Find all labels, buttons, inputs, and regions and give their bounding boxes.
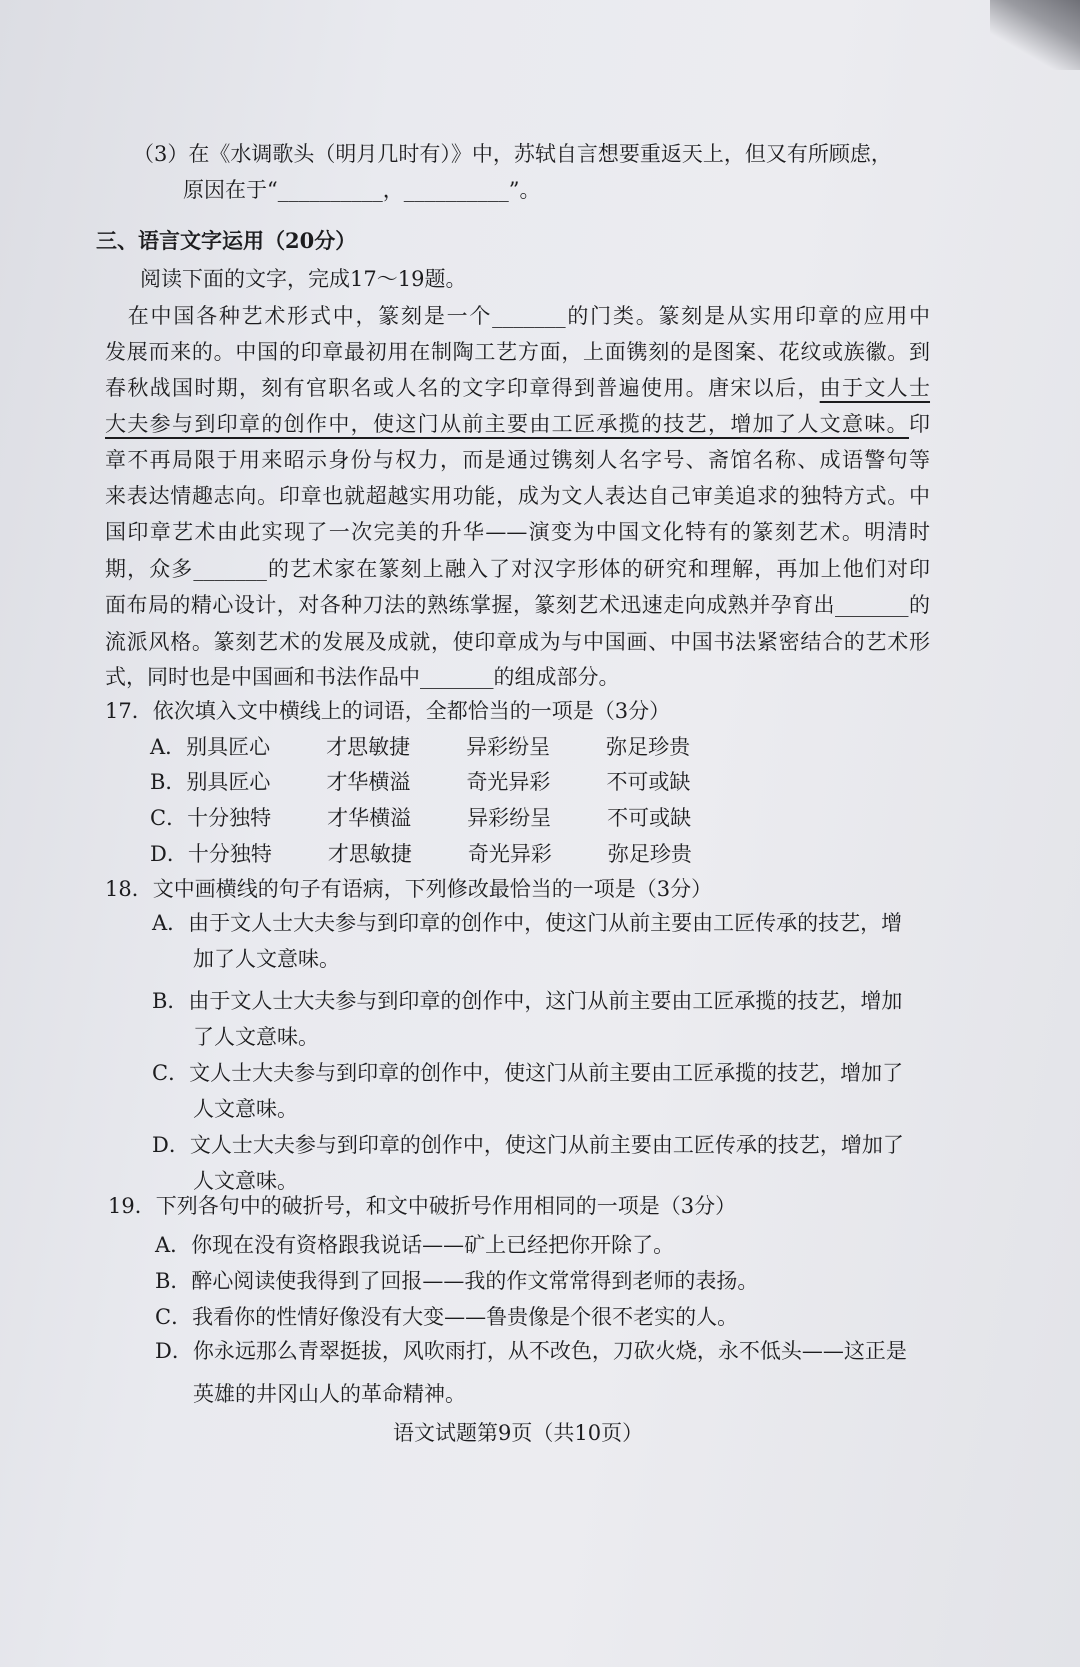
underlined-sentence: 由于文人士 xyxy=(819,376,931,400)
passage-text: 流派风格。篆刻艺术的发展及成就，使印章成为与中国画、中国书法紧密结合的艺术形 xyxy=(105,630,930,654)
q18-option-b-line2: 了人文意味。 xyxy=(193,1025,319,1049)
passage-text: 式，同时也是中国画和书法作品中_______的组成部分。 xyxy=(105,665,620,689)
option-label: D． xyxy=(150,842,188,866)
q19-option-d-line2: 英雄的井冈山人的革命精神。 xyxy=(193,1382,466,1406)
option-word: 异彩纷呈 xyxy=(467,806,552,830)
option-word: 奇光异彩 xyxy=(467,842,552,866)
section-title: 三、语言文字运用（20分） xyxy=(96,228,357,253)
passage-line xyxy=(105,483,930,509)
option-word: 别具匠心 xyxy=(186,735,271,759)
passage-text: 在中国各种艺术形式中，篆刻是一个_______的门类。篆刻是从实用印章的应用中 xyxy=(105,304,930,328)
option-label: B． xyxy=(150,770,187,794)
option-word: 才思敏捷 xyxy=(326,735,411,759)
q18-option-c-line2: 人文意味。 xyxy=(193,1097,298,1121)
q19-option-b[interactable]: B．醉心阅读使我得到了回报——我的作文常常得到老师的表扬。 xyxy=(155,1269,759,1293)
q19-option-d[interactable]: D．你永远那么青翠挺拔，风吹雨打，从不改色，刀砍火烧，永不低头——这正是 xyxy=(155,1339,907,1363)
passage-text: 国印章艺术由此实现了一次完美的升华——演变为中国文化特有的篆刻艺术。明清时 xyxy=(105,520,930,544)
q19-stem: 19．下列各句中的破折号，和文中破折号作用相同的一项是（3分） xyxy=(108,1194,737,1218)
passage-text: 面布局的精心设计，对各种刀法的熟练掌握，篆刻艺术迅速走向成熟并孕育出_______的 xyxy=(105,593,930,617)
passage-line xyxy=(105,629,930,655)
section-intro: 阅读下面的文字，完成17～19题。 xyxy=(140,267,467,291)
q18-option-a-line2: 加了人文意味。 xyxy=(193,947,340,971)
option-word: 十分独特 xyxy=(187,806,272,830)
option-label: A． xyxy=(150,735,187,759)
option-word: 弥足珍贵 xyxy=(606,735,691,759)
q17-option[interactable] xyxy=(150,805,747,831)
q19-option-c[interactable]: C．我看你的性情好像没有大变——鲁贵像是个很不老实的人。 xyxy=(155,1305,739,1329)
passage-text: 印 xyxy=(909,412,930,436)
passage-text: 来表达情趣志向。印章也就超越实用功能，成为文人表达自己审美追求的独特方式。中 xyxy=(105,484,930,508)
option-word: 不可或缺 xyxy=(607,806,692,830)
passage-line xyxy=(105,411,930,437)
option-word: 不可或缺 xyxy=(606,770,691,794)
option-word: 弥足珍贵 xyxy=(607,842,692,866)
passage-line xyxy=(105,375,930,401)
passage-line xyxy=(105,556,930,582)
passage-text: 发展而来的。中国的印章最初用在制陶工艺方面，上面镌刻的是图案、花纹或族徽。到 xyxy=(105,340,930,364)
option-word: 才华横溢 xyxy=(326,770,411,794)
underlined-sentence: 大夫参与到印章的创作中，使这门从前主要由工匠承揽的技艺，增加了人文意味。 xyxy=(105,412,909,436)
page-footer: 语文试题第9页（共10页） xyxy=(393,1421,644,1445)
passage-line xyxy=(105,519,930,545)
q17-stem: 17．依次填入文中横线上的词语，全都恰当的一项是（3分） xyxy=(105,699,671,723)
passage-text: 期，众多_______的艺术家在篆刻上融入了对汉字形体的研究和理解，再加上他们对印 xyxy=(105,557,930,581)
q17-option[interactable] xyxy=(150,769,746,795)
passage-line xyxy=(105,592,930,618)
q18-option-a[interactable]: A．由于文人士大夫参与到印章的创作中，使这门从前主要由工匠传承的技艺，增 xyxy=(152,911,903,935)
q16-3-line1: （3）在《水调歌头（明月几时有）》中，苏轼自言想要重返天上，但又有所顾虑， xyxy=(133,142,892,166)
page-corner-shadow xyxy=(990,0,1080,70)
q17-option[interactable] xyxy=(150,734,746,760)
passage-line xyxy=(105,303,930,329)
option-word: 才华横溢 xyxy=(327,806,412,830)
q16-3-line2: 原因在于“__________，__________”。 xyxy=(183,178,541,202)
passage-line xyxy=(105,447,930,473)
q18-option-d[interactable]: D．文人士大夫参与到印章的创作中，使这门从前主要由工匠传承的技艺，增加了 xyxy=(152,1133,904,1157)
option-word: 才思敏捷 xyxy=(327,842,412,866)
q17-option[interactable] xyxy=(150,841,748,867)
option-word: 异彩纷呈 xyxy=(466,735,551,759)
q18-stem: 18．文中画横线的句子有语病，下列修改最恰当的一项是（3分） xyxy=(105,877,713,901)
passage-text: 春秋战国时期，刻有官职名或人名的文字印章得到普遍使用。唐宋以后， xyxy=(105,376,820,400)
passage-line xyxy=(105,339,930,365)
q18-option-d-line2: 人文意味。 xyxy=(193,1169,298,1193)
passage-line xyxy=(105,664,620,690)
q18-option-b[interactable]: B．由于文人士大夫参与到印章的创作中，这门从前主要由工匠承揽的技艺，增加 xyxy=(152,989,903,1013)
option-word: 奇光异彩 xyxy=(466,770,551,794)
option-label: C． xyxy=(150,806,188,830)
q19-option-a[interactable]: A．你现在没有资格跟我说话——矿上已经把你开除了。 xyxy=(155,1233,675,1257)
q18-option-c[interactable]: C．文人士大夫参与到印章的创作中，使这门从前主要由工匠承揽的技艺，增加了 xyxy=(152,1061,904,1085)
passage-text: 章不再局限于用来昭示身份与权力，而是通过镌刻人名字号、斋馆名称、成语警句等 xyxy=(105,448,930,472)
option-word: 十分独特 xyxy=(187,842,272,866)
option-word: 别具匠心 xyxy=(186,770,271,794)
